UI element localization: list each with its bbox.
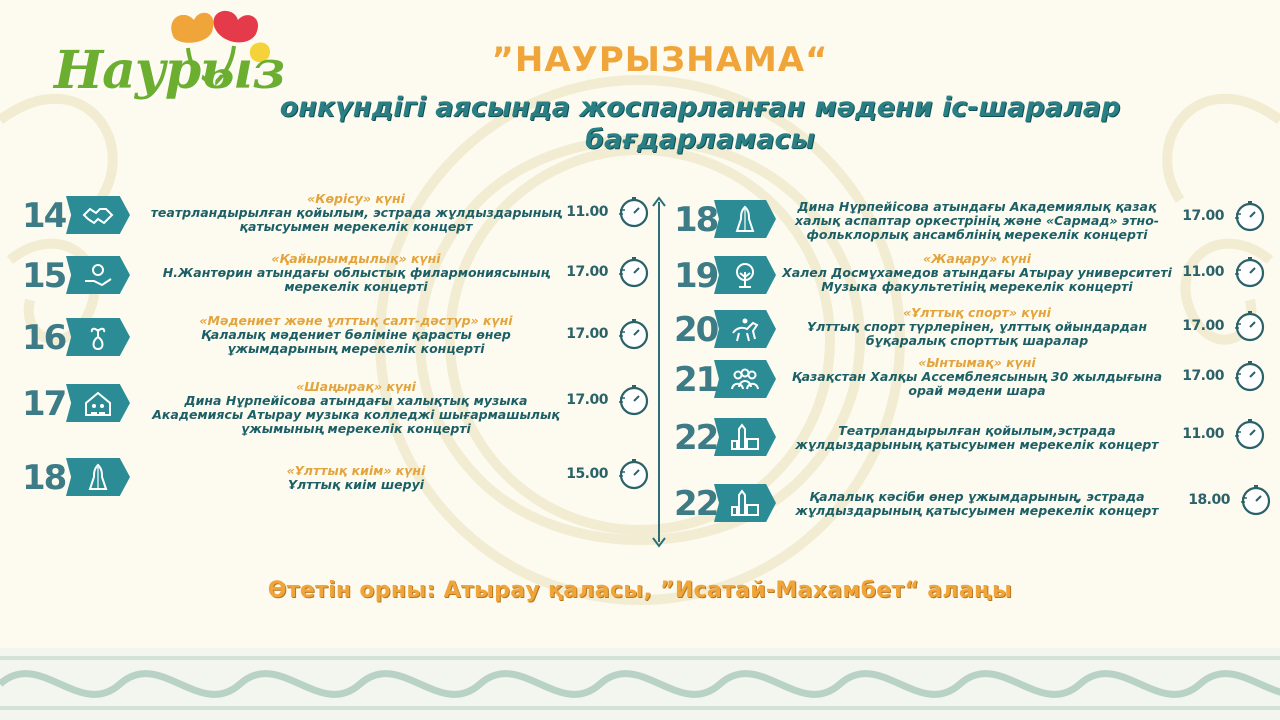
event-row (22, 380, 652, 440)
event-time: 18.00 (1188, 492, 1230, 508)
tree-icon (714, 256, 776, 294)
event-day: 22 (674, 484, 718, 524)
event-time: 11.00 (1182, 426, 1224, 442)
event-name: «Жаңару» күні (922, 251, 1032, 266)
traditional-dress-icon (66, 458, 130, 496)
event-day: 15 (22, 256, 66, 296)
event-day: 17 (22, 384, 66, 424)
clock-icon (618, 256, 650, 288)
event-description: Қалалық мәдениет бөліміне қарасты өнер ұжымдарының мерекелік концерті (201, 327, 511, 356)
event-description: Театрландырылған қойылым,эстрада жұлдыздарының қатысуымен мерекелік концерт (795, 423, 1159, 452)
helping-hand-icon (66, 256, 130, 294)
event-description: театрландырылған қойылым, эстрада жұлдыздарының қатысуымен мерекелік концерт (150, 205, 562, 234)
venue-text: Өтетін орны: Атырау қаласы, ”Исатай-Махамбет“ алаңы (267, 578, 1013, 603)
event-row (22, 192, 652, 252)
event-description: Ұлттық спорт түрлерінен, ұлттық ойындардан бұқаралық спорттық шаралар (807, 319, 1147, 348)
clock-icon (1234, 256, 1266, 288)
family-home-icon (66, 384, 130, 422)
event-description: Қалалық кәсіби өнер ұжымдарының, эстрада жұлдыздарының қатысуымен мерекелік концерт (795, 489, 1159, 518)
event-description: Дина Нұрпейісова атындағы халықтық музыка Академиясы Атырау музыка колледжі шығармашылық ұжымының мерекелік концерті (152, 393, 560, 436)
clock-icon (618, 384, 650, 416)
event-time: 17.00 (1182, 208, 1224, 224)
clock-icon (1234, 418, 1266, 450)
event-name: «Көрісу» күні (307, 191, 405, 206)
event-info (146, 252, 566, 294)
event-name: «Мәдениет және ұлттық салт-дәстүр» күні (199, 313, 513, 328)
event-info (780, 424, 1174, 452)
page-subtitle: онкүндігі аясында жоспарланған мәдени іс-шаралар бағдарламасы (279, 92, 1121, 155)
event-description: Халел Досмұхамедов атындағы Атырау университеті Музыка факультетінің мерекелік концерті (782, 265, 1172, 294)
event-time: 17.00 (1182, 318, 1224, 334)
event-day: 22 (674, 418, 718, 458)
ornament-border (0, 648, 1280, 720)
traditional-dress-icon (714, 200, 776, 238)
event-description: Дина Нұрпейісова атындағы Академиялық қазақ халық аспаптар оркестрінің және «Сармад» этно-фольклорлық ансамблінің мерекелік концерті (795, 199, 1159, 242)
clock-icon (1234, 360, 1266, 392)
event-time: 17.00 (566, 326, 608, 342)
event-row (22, 454, 652, 514)
event-name: «Ұлттық киім» күні (286, 463, 426, 478)
event-row (674, 480, 1274, 540)
event-time: 17.00 (566, 392, 608, 408)
event-day: 14 (22, 196, 66, 236)
city-monument-icon (714, 484, 776, 522)
event-info (780, 306, 1174, 348)
event-time: 17.00 (566, 264, 608, 280)
event-info (780, 356, 1174, 398)
event-day: 16 (22, 318, 66, 358)
event-row (674, 252, 1274, 312)
event-name: «Ынтымақ» күні (918, 355, 1036, 370)
event-row (22, 252, 652, 312)
event-time: 15.00 (566, 466, 608, 482)
clock-icon (618, 458, 650, 490)
sprout-vase-icon (66, 318, 130, 356)
event-description: Ұлттық киім шеруі (287, 477, 425, 492)
event-row (674, 414, 1274, 474)
event-row (674, 196, 1274, 256)
clock-icon (1234, 200, 1266, 232)
event-description: Н.Жантөрин атындағы облыстық филармониясының мерекелік концерті (162, 265, 550, 294)
city-monument-icon (714, 418, 776, 456)
event-day: 18 (22, 458, 66, 498)
event-day: 20 (674, 310, 718, 350)
event-description: Қазақстан Халқы Ассемблеясының 30 жылдығына орай мәдени шара (791, 369, 1163, 398)
event-day: 21 (674, 360, 718, 400)
event-time: 11.00 (1182, 264, 1224, 280)
event-time: 17.00 (1182, 368, 1224, 384)
event-info (146, 314, 566, 356)
people-group-icon (714, 360, 776, 398)
clock-icon (1234, 310, 1266, 342)
clock-icon (618, 196, 650, 228)
handshake-icon (66, 196, 130, 234)
event-info (146, 464, 566, 492)
event-day: 19 (674, 256, 718, 296)
event-info (146, 380, 566, 436)
event-time: 11.00 (566, 204, 608, 220)
event-day: 18 (674, 200, 718, 240)
event-info (146, 192, 566, 234)
logo-text: Наурыз (54, 40, 285, 101)
event-name: «Шаңырақ» күні (296, 379, 416, 394)
event-row (674, 356, 1274, 416)
event-info (780, 252, 1174, 294)
event-info (780, 200, 1174, 242)
page-title: ”НАУРЫЗНАМА“ (491, 40, 829, 80)
timeline-divider (652, 196, 666, 548)
clock-icon (618, 318, 650, 350)
event-name: «Қайырымдылық» күні (271, 251, 441, 266)
event-row (22, 314, 652, 374)
horse-rider-icon (714, 310, 776, 348)
event-name: «Ұлттық спорт» күні (903, 305, 1051, 320)
event-info (780, 490, 1174, 518)
clock-icon (1240, 484, 1272, 516)
